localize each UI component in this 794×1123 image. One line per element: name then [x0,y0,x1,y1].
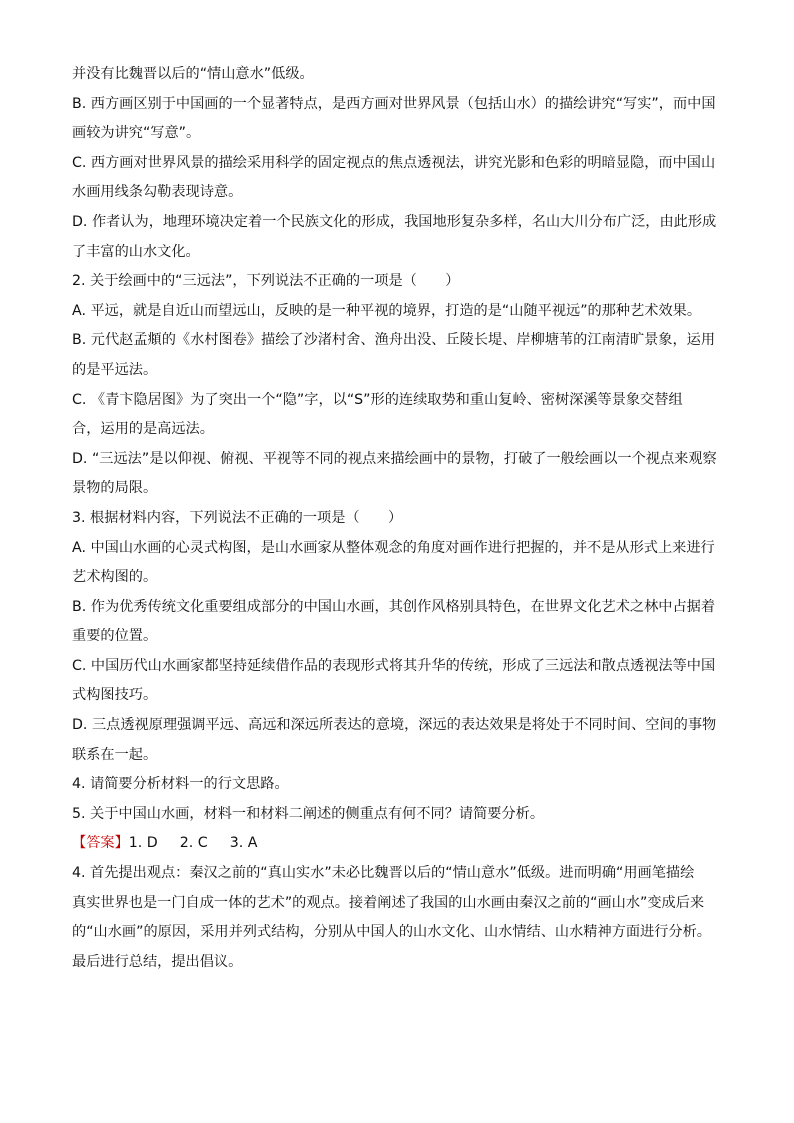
answer-tag: 【答案】 [72,835,129,852]
option-c-text: C. 西方画对世界风景的描绘采用科学的固定视点的焦点透视法，讲究光影和色彩的明暗显隐，而中国山 [72,154,716,171]
question-4: 4. 请简要分析材料一的行文思路。 [72,776,289,793]
option-b-text: B. 西方画区别于中国画的一个显著特点，是西方画对世界风景（包括山水）的描绘讲究“写实”，而中国 [72,95,716,112]
question-5: 5. 关于中国山水画，材料一和材料二阐述的侧重点有何不同？请简要分析。 [72,805,545,822]
option-b-text: B. 作为优秀传统文化重要组成部分的中国山水画，其创作风格别具特色，在世界文化艺术之林中占据着 [72,598,716,615]
text-line: 重要的位置。 [72,628,158,645]
text-line: 的是平远法。 [72,361,158,378]
text-line: 艺术构图的。 [72,569,158,586]
question-2: 2. 关于绘画中的“三远法”，下列说法不正确的一项是（ ） [72,273,460,290]
option-a-text: A. 中国山水画的心灵式构图，是山水画家从整体观念的角度对画作进行把握的，并不是从形式上来进行 [72,539,715,556]
answer-4-text: 真实世界也是一门自成一体的艺术”的观点。接着阐述了我国的山水画由秦汉之前的“画山水”变成后来 [72,894,705,911]
text-line: 联系在一起。 [72,746,158,763]
question-3: 3. 根据材料内容，下列说法不正确的一项是（ ） [72,509,403,526]
answer-item: 3. A [229,835,258,852]
text-line: 了丰富的山水文化。 [72,243,200,260]
text-line: 景物的局限。 [72,480,158,497]
option-c-text: C. 《青卞隐居图》为了突出一个“隐”字，以“S”形的连续取势和重山复岭、密树深溪等景象交替组 [72,391,683,408]
option-d-text: D. 三点透视原理强调平远、高远和深远所表达的意境，深远的表达效果是将处于不同时间、空间的事物 [72,717,717,734]
text-line: 合，运用的是高远法。 [72,421,214,438]
text-line: 式构图技巧。 [72,687,158,704]
text-line: 画较为讲究“写意”。 [72,125,201,142]
answer-line [72,829,722,859]
text-line: 并没有比魏晋以后的“情山意水”低级。 [72,66,314,82]
answer-item: 1. D [128,835,158,852]
option-a-text: A. 平远，就是自近山而望远山，反映的是一种平视的境界，打造的是“山随平视远”的那种艺术效果。 [72,302,702,319]
answer-4-text: 最后进行总结，提出倡议。 [72,953,243,970]
answer-item: 2. C [179,835,208,852]
answer-4-text: 4. 首先提出观点：秦汉之前的“真山实水”未必比魏晋以后的“情山意水”低级。进而明确“用画笔描绘 [72,865,695,882]
answer-4-text: 的“山水画”的原因，采用并列式结构，分别从中国人的山水文化、山水情结、山水精神方面进行分析。 [72,924,711,941]
option-d-text: D. 作者认为，地理环境决定着一个民族文化的形成，我国地形复杂多样，名山大川分布广泛，由此形成 [72,213,717,230]
option-c-text: C. 中国历代山水画家都坚持延续借作品的表现形式将其升华的传统，形成了三远法和散点透视法等中国 [72,657,716,674]
text-line: 水画用线条勾勒表现诗意。 [72,184,243,201]
option-d-text: D. “三远法”是以仰视、俯视、平视等不同的视点来描绘画中的景物，打破了一般绘画以一个视点来观察 [72,450,717,467]
option-b-text: B. 元代赵孟頫的《水村图卷》描绘了沙渚村舍、渔舟出没、丘陵长堤、岸柳塘苇的江南清旷景象，运用 [72,332,716,349]
